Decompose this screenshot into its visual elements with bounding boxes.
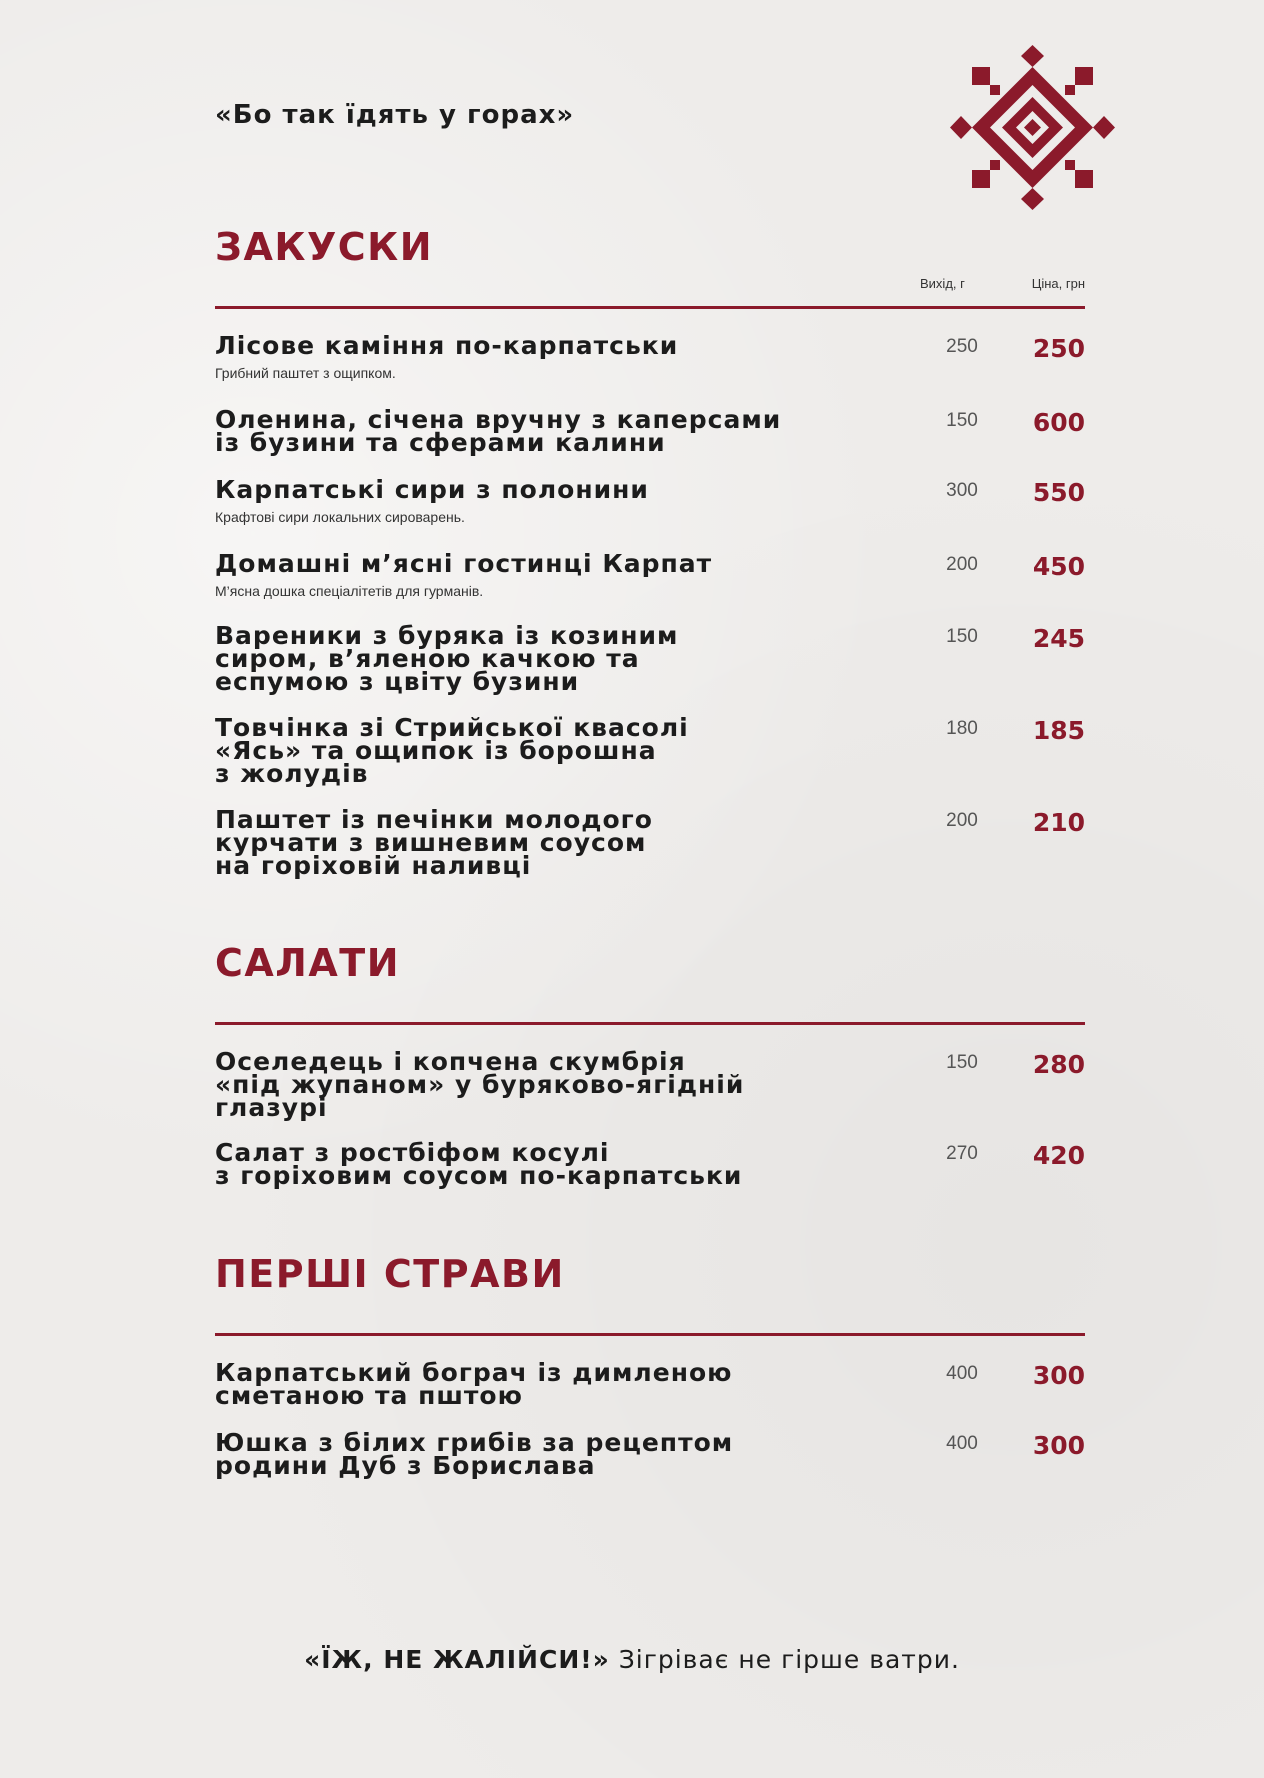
item-name: Карпатські сири з полонини [215,475,649,504]
section-divider [215,1022,1085,1025]
menu-item [215,405,1085,457]
item-name: Юшка з білих грибів за рецептом родини Дуб з Борислава [215,1428,734,1480]
item-weight: 400 [946,1363,978,1384]
section-salaty [215,941,1085,1204]
menu-item [215,1047,1085,1122]
item-weight: 400 [946,1433,978,1454]
item-name: Товчінка зі Стрийської квасолі «Ясь» та ощипок із борошна з жолудів [215,713,689,788]
section-divider [215,306,1085,309]
item-price: 245 [1032,624,1085,653]
item-weight: 300 [946,480,978,501]
section-pershi-stravy [215,1252,1085,1485]
footer-slogan [0,1645,1264,1674]
item-weight: 270 [946,1143,978,1164]
item-weight: 150 [946,410,978,431]
footer-slogan-text: Зігріває не гірше ватри. [609,1645,960,1674]
item-price: 300 [1032,1431,1085,1460]
item-price: 210 [1032,808,1085,837]
item-description: М’ясна дошка спеціалітетів для гурманів. [215,583,484,599]
section-title: ЗАКУСКИ [215,225,434,269]
menu-item [215,713,1085,788]
item-name: Паштет із печінки молодого курчати з вишневим соусом на горіховій наливці [215,805,653,880]
menu-item [215,805,1085,880]
item-weight: 200 [946,810,978,831]
item-weight: 180 [946,718,978,739]
weight-column-header: Вихід, г [920,276,965,291]
menu-item [215,621,1085,696]
menu-item [215,331,1085,381]
menu-item [215,549,1085,599]
menu-item [215,1358,1085,1410]
item-weight: 250 [946,336,978,357]
price-column-header: Ціна, грн [1031,276,1085,291]
footer-slogan-bold: «ЇЖ, НЕ ЖАЛІЙСИ!» [304,1645,610,1674]
menu-item [215,1428,1085,1480]
item-description: Крафтові сири локальних сироварень. [215,509,465,525]
item-name: Вареники з буряка із козиним сиром, в’яленою качкою та еспумою з цвіту бузини [215,621,679,696]
item-name: Оленина, січена вручну з каперсами із бузини та сферами калини [215,405,782,457]
tagline: «Бо так їдять у горах» [215,100,575,130]
item-weight: 200 [946,554,978,575]
item-price: 280 [1032,1050,1085,1079]
ornament-icon [950,45,1115,210]
item-price: 300 [1032,1361,1085,1390]
menu-item [215,1138,1085,1190]
item-description: Грибний паштет з ощипком. [215,365,396,381]
item-price: 420 [1032,1141,1085,1170]
item-price: 550 [1032,478,1085,507]
menu-item [215,475,1085,525]
item-price: 185 [1032,716,1085,745]
item-name: Лісове каміння по-карпатськи [215,331,679,360]
item-name: Домашні м’ясні гостинці Карпат [215,549,713,578]
section-title: САЛАТИ [215,941,400,985]
item-price: 250 [1032,334,1085,363]
section-title: ПЕРШІ СТРАВИ [215,1252,565,1296]
item-name: Карпатський бограч із димленою сметаною та пштою [215,1358,733,1410]
item-price: 450 [1032,552,1085,581]
section-zakusky [215,225,1085,888]
item-weight: 150 [946,626,978,647]
item-price: 600 [1032,408,1085,437]
item-name: Салат з ростбіфом косулі з горіховим соусом по-карпатськи [215,1138,743,1190]
item-name: Оселедець і копчена скумбрія «під жупаном» у буряково-ягідній глазурі [215,1047,745,1122]
section-divider [215,1333,1085,1336]
item-weight: 150 [946,1052,978,1073]
